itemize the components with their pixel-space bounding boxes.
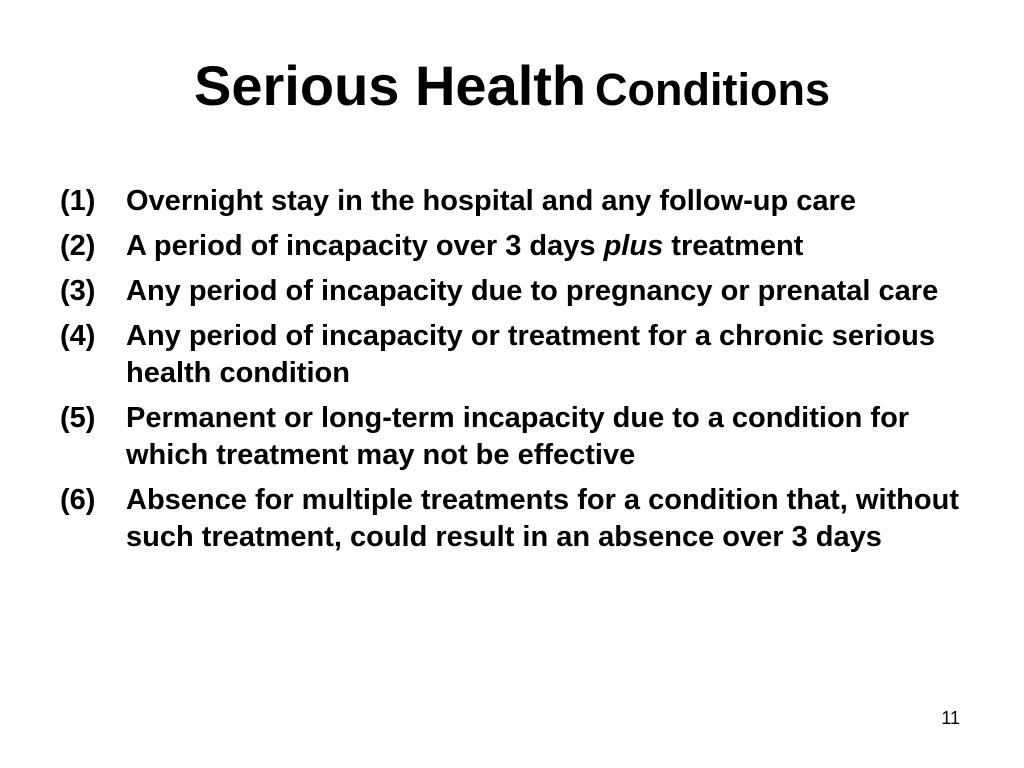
item-number: (3) bbox=[60, 275, 96, 307]
item-text: Absence for multiple treatments for a condition that, without such treatment, could result in an absence over 3 days bbox=[126, 484, 959, 553]
item-number: (5) bbox=[60, 402, 96, 434]
page-number: 11 bbox=[941, 708, 960, 728]
item-number: (6) bbox=[60, 484, 96, 516]
item-text: Overnight stay in the hospital and any follow-up care bbox=[126, 185, 856, 217]
item-text: Permanent or long-term incapacity due to a condition for which treatment may not be effective bbox=[126, 402, 910, 471]
item-text bbox=[126, 230, 803, 262]
item-number: (4) bbox=[60, 320, 96, 352]
list-item bbox=[60, 400, 970, 474]
item-text-before: A period of incapacity over 3 days bbox=[126, 230, 596, 262]
item-text: Any period of incapacity or treatment for a chronic serious health condition bbox=[126, 320, 935, 389]
list-item bbox=[60, 482, 970, 556]
list-item bbox=[60, 228, 970, 265]
item-text-after: treatment bbox=[671, 230, 804, 262]
list-item bbox=[60, 183, 970, 220]
item-emphasis: plus bbox=[603, 230, 664, 262]
conditions-list bbox=[60, 183, 970, 564]
slide-title bbox=[0, 54, 1024, 117]
list-item bbox=[60, 273, 970, 310]
title-sub: Conditions bbox=[595, 64, 830, 115]
item-text: Any period of incapacity due to pregnancy or prenatal care bbox=[126, 275, 939, 307]
title-main: Serious Health bbox=[194, 54, 587, 117]
item-number: (1) bbox=[60, 185, 96, 217]
item-number: (2) bbox=[60, 230, 96, 262]
list-item bbox=[60, 318, 970, 392]
